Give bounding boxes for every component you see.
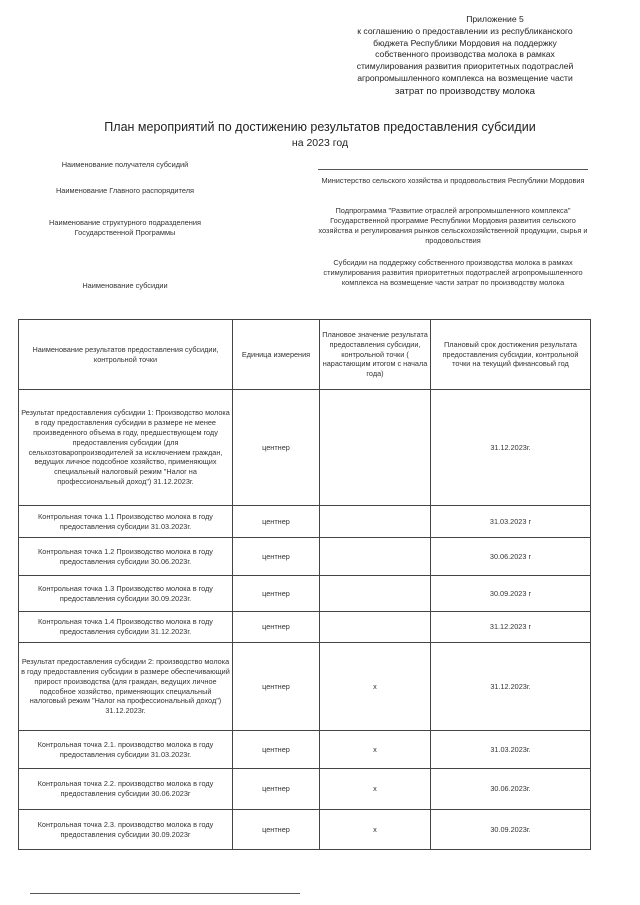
table-row — [19, 643, 591, 731]
page-subtitle: на 2023 год — [291, 137, 349, 149]
row-date: 30.09.2023г. — [431, 810, 591, 850]
row-date: 31.03.2023г. — [431, 731, 591, 769]
field-label-recipient: Наименование получателя субсидий — [61, 160, 189, 169]
row-name: Контрольная точка 1.1 Производство молока в году предоставления субсидии 31.03.2023г. — [19, 506, 233, 538]
row-unit: центнер — [233, 390, 320, 506]
row-value — [320, 506, 431, 538]
table-row — [19, 810, 591, 850]
header-result-name: Наименование результатов предоставления субсидии, контрольной точки — [19, 320, 233, 390]
header-plan-date: Плановый срок достижения результата предоставления субсидии, контрольной точки на текущий финансовый год — [431, 320, 591, 390]
row-unit: центнер — [233, 810, 320, 850]
field-label-subsidy: Наименование субсидии — [82, 281, 168, 290]
table-row — [19, 538, 591, 576]
table-row — [19, 612, 591, 643]
plan-table — [18, 319, 591, 850]
appendix-number: Приложение 5 — [466, 14, 524, 24]
row-value — [320, 390, 431, 506]
header-unit: Единица измерения — [233, 320, 320, 390]
row-name: Контрольная точка 2.1. производство молока в году предоставления субсидии 31.03.2023г. — [19, 731, 233, 769]
appendix-header — [330, 14, 600, 98]
row-value: х — [320, 810, 431, 850]
row-name: Контрольная точка 2.3. производство молока в году предоставления субсидии 30.09.2023г — [19, 810, 233, 850]
row-date: 31.12.2023г. — [431, 390, 591, 506]
table-row — [19, 576, 591, 612]
row-unit: центнер — [233, 731, 320, 769]
page-title: План мероприятий по достижению результатов предоставления субсидии — [104, 120, 536, 134]
row-unit: центнер — [233, 538, 320, 576]
row-date: 31.12.2023г. — [431, 643, 591, 731]
row-date: 31.03.2023 г — [431, 506, 591, 538]
row-date: 30.06.2023г. — [431, 769, 591, 810]
field-underline — [318, 169, 588, 170]
table-header-row — [19, 320, 591, 390]
field-value-administrator: Министерство сельского хозяйства и продовольствия Республики Мордовия — [321, 176, 585, 185]
row-unit: центнер — [233, 506, 320, 538]
row-date: 31.12.2023 г — [431, 612, 591, 643]
row-unit: центнер — [233, 769, 320, 810]
field-value-subsidy: Субсидии на поддержку собственного производства молока в рамках стимулирования развития приоритетных подотраслей агропромышленного комплекса на возмещение части затрат по производству молока — [323, 258, 583, 287]
table-row — [19, 390, 591, 506]
row-value — [320, 538, 431, 576]
row-value: х — [320, 731, 431, 769]
row-date: 30.06.2023 г — [431, 538, 591, 576]
row-date: 30.09.2023 г — [431, 576, 591, 612]
row-name: Контрольная точка 2.2. производство молока в году предоставления субсидии 30.06.2023г — [19, 769, 233, 810]
row-unit: центнер — [233, 643, 320, 731]
appendix-line: стимулирования развития приоритетных подотраслей — [356, 61, 574, 72]
appendix-line: собственного производства молока в рамках — [375, 49, 555, 60]
row-value — [320, 612, 431, 643]
field-label-administrator: Наименование Главного распорядителя — [55, 186, 195, 195]
field-value-subdivision: Подпрограмма "Развитие отраслей агропромышленного комплекса" Государственной программе Республики Мордовия развития сельского хозяйства и регулирования рынков сельскохозяйственной продукции, сырья и продовольствия — [318, 206, 588, 245]
footer-divider — [30, 893, 300, 894]
row-name: Контрольная точка 1.4 Производство молока в году предоставления субсидии 31.12.2023г. — [19, 612, 233, 643]
row-value: х — [320, 769, 431, 810]
table-row — [19, 506, 591, 538]
header-plan-value: Плановое значение результата предоставления субсидии, контрольной точки ( нарастающим итогом с начала года) — [320, 320, 431, 390]
appendix-line: бюджета Республики Мордовия на поддержку — [373, 37, 557, 48]
appendix-line: к соглашению о предоставлении из республиканского — [357, 25, 573, 36]
row-value: х — [320, 643, 431, 731]
table-row — [19, 731, 591, 769]
row-unit: центнер — [233, 576, 320, 612]
appendix-line: агропромышленного комплекса на возмещение части — [357, 72, 573, 83]
row-unit: центнер — [233, 612, 320, 643]
table-row — [19, 769, 591, 810]
row-name: Результат предоставления субсидии 1: Производство молока в году предоставления субсидии в размере не менее произведенного объема в году, предшествующем году предоставления субсидии (для сельхозтоваропроизводителей за исключением граждан, ведущих личное подсобное хозяйство, применяющих специальный налоговый режим "Налог на профессиональный доход") 31.12.2023г. — [19, 390, 233, 506]
row-name: Контрольная точка 1.2 Производство молока в году предоставления субсидии 30.06.2023г. — [19, 538, 233, 576]
appendix-last-line: затрат по производству молока — [394, 85, 535, 97]
row-value — [320, 576, 431, 612]
row-name: Результат предоставления субсидии 2: производство молока в году предоставления субсидии в размере обеспечивающий прирост производства (для граждан, ведущих личное подсобное хозяйство, применяющих специальный налоговый режим "Налог на профессиональный доход") 31.12.2023г. — [19, 643, 233, 731]
row-name: Контрольная точка 1.3 Производство молока в году предоставления субсидии 30.09.2023г. — [19, 576, 233, 612]
field-label-subdivision: Наименование структурного подразделения Государственной Программы — [49, 218, 201, 237]
